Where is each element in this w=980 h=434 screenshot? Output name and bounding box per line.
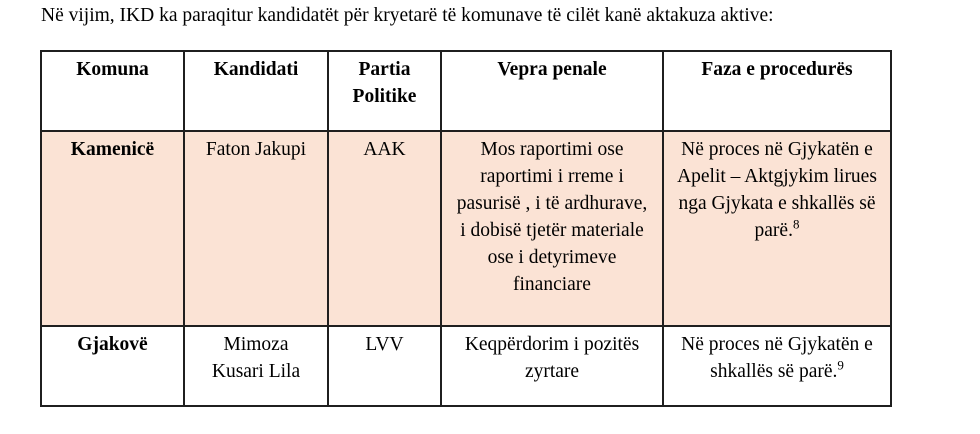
- column-header-kandidati: Kandidati: [184, 51, 328, 131]
- faza-text: Në proces në Gjykatën e shkallës së parë.: [681, 334, 873, 382]
- cell-partia-politike: LVV: [328, 326, 441, 406]
- cell-vepra-penale: Keqpërdorim i pozitës zyrtare: [441, 326, 663, 406]
- footnote-reference: 8: [792, 216, 800, 232]
- candidates-table: [40, 50, 892, 407]
- cell-vepra-penale: Mos raportimi ose raportimi i rreme i pasurisë , i të ardhurave, i dobisë tjetër materiale ose i detyrimeve financiare: [441, 131, 663, 326]
- cell-faza-e-procedures: [663, 131, 891, 326]
- cell-komuna: Kamenicë: [41, 131, 184, 326]
- column-header-vepra-penale: Vepra penale: [441, 51, 663, 131]
- cell-faza-e-procedures: [663, 326, 891, 406]
- cell-kandidati: Mimoza Kusari Lila: [184, 326, 328, 406]
- column-header-faza-e-procedures: Faza e procedurës: [663, 51, 891, 131]
- cell-kandidati: Faton Jakupi: [184, 131, 328, 326]
- footnote-reference: 9: [837, 357, 844, 373]
- table-header-row: [41, 51, 891, 131]
- table-row: [41, 326, 891, 406]
- faza-text: Në proces në Gjykatën e Apelit – Aktgjykim lirues nga Gjykata e shkallës së parë.: [677, 139, 877, 241]
- cell-partia-politike: AAK: [328, 131, 441, 326]
- table-row: [41, 131, 891, 326]
- column-header-komuna: Komuna: [41, 51, 184, 131]
- column-header-partia-politike: Partia Politike: [328, 51, 441, 131]
- cell-komuna: Gjakovë: [41, 326, 184, 406]
- intro-paragraph: Në vijim, IKD ka paraqitur kandidatët për kryetarë të komunave të cilët kanë aktakuza aktive:: [41, 5, 774, 26]
